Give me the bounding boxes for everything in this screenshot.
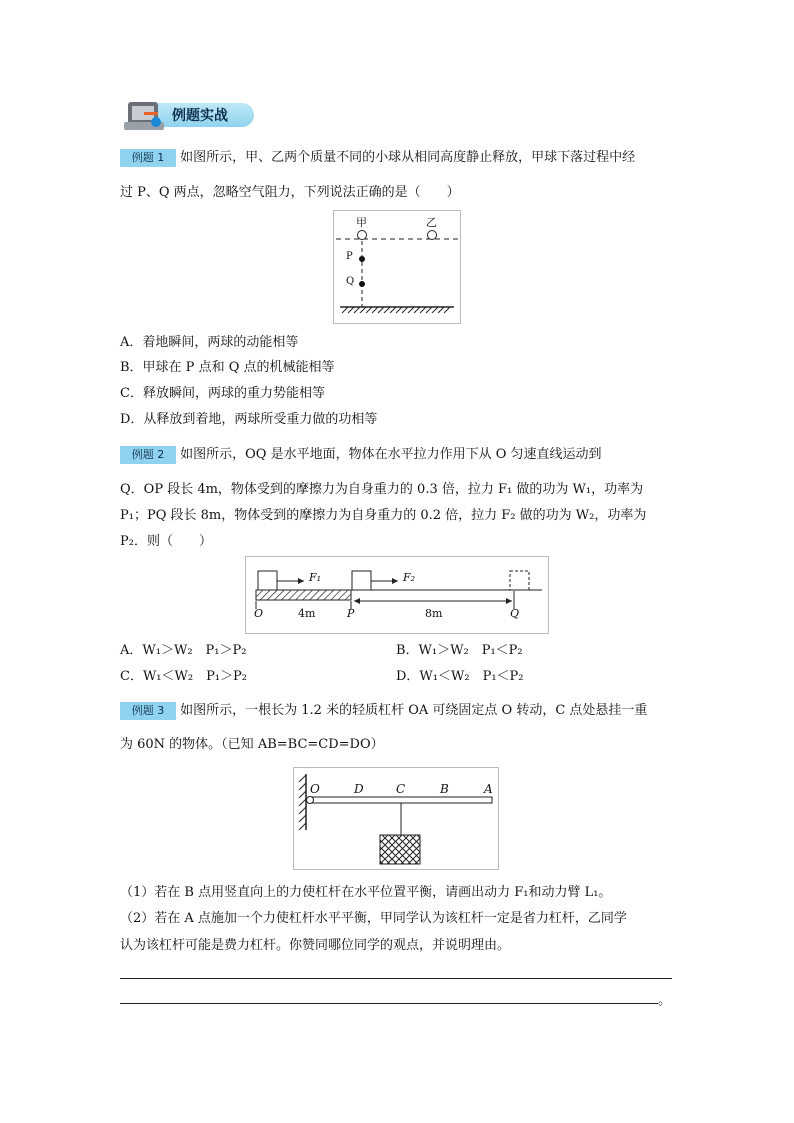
ex1-line2: 过 P、Q 两点，忽略空气阻力，下列说法正确的是（ ） — [120, 185, 460, 200]
ex2-figure — [245, 556, 549, 634]
ex2-option-d: D．W₁＜W₂ P₁＜P₂ — [396, 669, 524, 684]
ball-jia — [358, 231, 367, 240]
label-d: D — [354, 782, 364, 796]
answer-end-mark: 。 — [658, 993, 672, 1008]
block-motion-diagram — [246, 557, 548, 633]
ex1-header — [120, 148, 635, 168]
point-p — [359, 256, 365, 262]
block-at-q-dashed — [510, 571, 529, 590]
computer-icon — [122, 100, 170, 134]
point-q — [359, 281, 365, 287]
ex1-option-a: A．着地瞬间，两球的动能相等 — [120, 335, 299, 350]
ex2-line1: 如图所示，OQ 是水平地面，物体在水平拉力作用下从 O 匀速直线运动到 — [180, 447, 602, 462]
label-8m: 8m — [425, 607, 443, 620]
op-hatched-segment — [256, 590, 351, 600]
label-jia: 甲 — [356, 216, 367, 229]
label-c: C — [396, 782, 406, 796]
ex2-line3: P₁；PQ 段长 8m，物体受到的摩擦力为自身重力的 0.2 倍，拉力 F₂ 做的功为 W₂，功率为 — [120, 508, 647, 523]
ex3-question-1: （1）若在 B 点用竖直向上的力使杠杆在水平位置平衡，请画出动力 F₁和动力臂 L₁。 — [120, 885, 612, 900]
answer-line-1[interactable] — [120, 978, 672, 979]
ex1-line1: 如图所示，甲、乙两个质量不同的小球从相同高度静止释放，甲球下落过程中经 — [180, 150, 636, 165]
ex2-line2: Q．OP 段长 4m，物体受到的摩擦力为自身重力的 0.3 倍，拉力 F₁ 做的功为 W₁，功率为 — [120, 482, 644, 497]
falling-balls-diagram — [334, 211, 460, 323]
block-at-p — [352, 571, 371, 590]
ex3-question-2a: （2）若在 A 点施加一个力使杠杆水平平衡，甲同学认为该杠杆一定是省力杠杆，乙同学 — [120, 911, 627, 926]
label-f1: F₁ — [309, 571, 322, 584]
ex3-figure — [293, 767, 499, 870]
ex3-line2: 为 60N 的物体。（已知 AB=BC=CD=DO） — [120, 737, 384, 752]
ex3-header — [120, 701, 647, 721]
ex3-question-2b: 认为该杠杆可能是费力杠杆。你赞同哪位同学的观点，并说明理由。 — [120, 938, 511, 953]
label-o: O — [310, 782, 320, 796]
pivot-o — [307, 797, 314, 804]
ex1-option-b: B．甲球在 P 点和 Q 点的机械能相等 — [120, 360, 335, 375]
ex2-option-b: B．W₁＞W₂ P₁＜P₂ — [396, 643, 523, 658]
ex3-tag: 例题 3 — [120, 702, 176, 720]
ex2-option-a: A．W₁＞W₂ P₁＞P₂ — [120, 643, 247, 658]
label-q: Q — [346, 276, 355, 287]
banner-title: 例题实战 — [172, 108, 228, 124]
ex2-line4: P₂．则（ ） — [120, 534, 212, 549]
label-q: Q — [510, 607, 520, 620]
ex2-option-c: C．W₁＜W₂ P₁＞P₂ — [120, 669, 248, 684]
label-p: P — [346, 251, 353, 262]
ex1-option-c: C．释放瞬间，两球的重力势能相等 — [120, 386, 325, 401]
ex2-header — [120, 445, 602, 465]
label-4m: 4m — [298, 607, 316, 620]
ex2-tag: 例题 2 — [120, 446, 176, 464]
ex1-tag: 例题 1 — [120, 149, 176, 167]
label-b: B — [440, 782, 449, 796]
ex3-line1: 如图所示，一根长为 1.2 米的轻质杠杆 OA 可绕固定点 O 转动，C 点处悬挂一重 — [180, 703, 648, 718]
section-banner — [122, 100, 254, 130]
label-p: P — [347, 607, 355, 620]
label-f2: F₂ — [403, 571, 416, 584]
label-o: O — [254, 607, 264, 620]
ex1-option-d: D．从释放到着地，两球所受重力做的功相等 — [120, 412, 378, 427]
answer-line-2[interactable] — [120, 1003, 658, 1004]
ex1-figure — [333, 210, 461, 324]
hanging-weight — [380, 835, 420, 864]
lever-bar — [308, 797, 492, 803]
ball-yi — [428, 231, 437, 240]
label-yi: 乙 — [426, 216, 437, 229]
block-at-o — [258, 571, 277, 590]
label-a: A — [484, 782, 493, 796]
